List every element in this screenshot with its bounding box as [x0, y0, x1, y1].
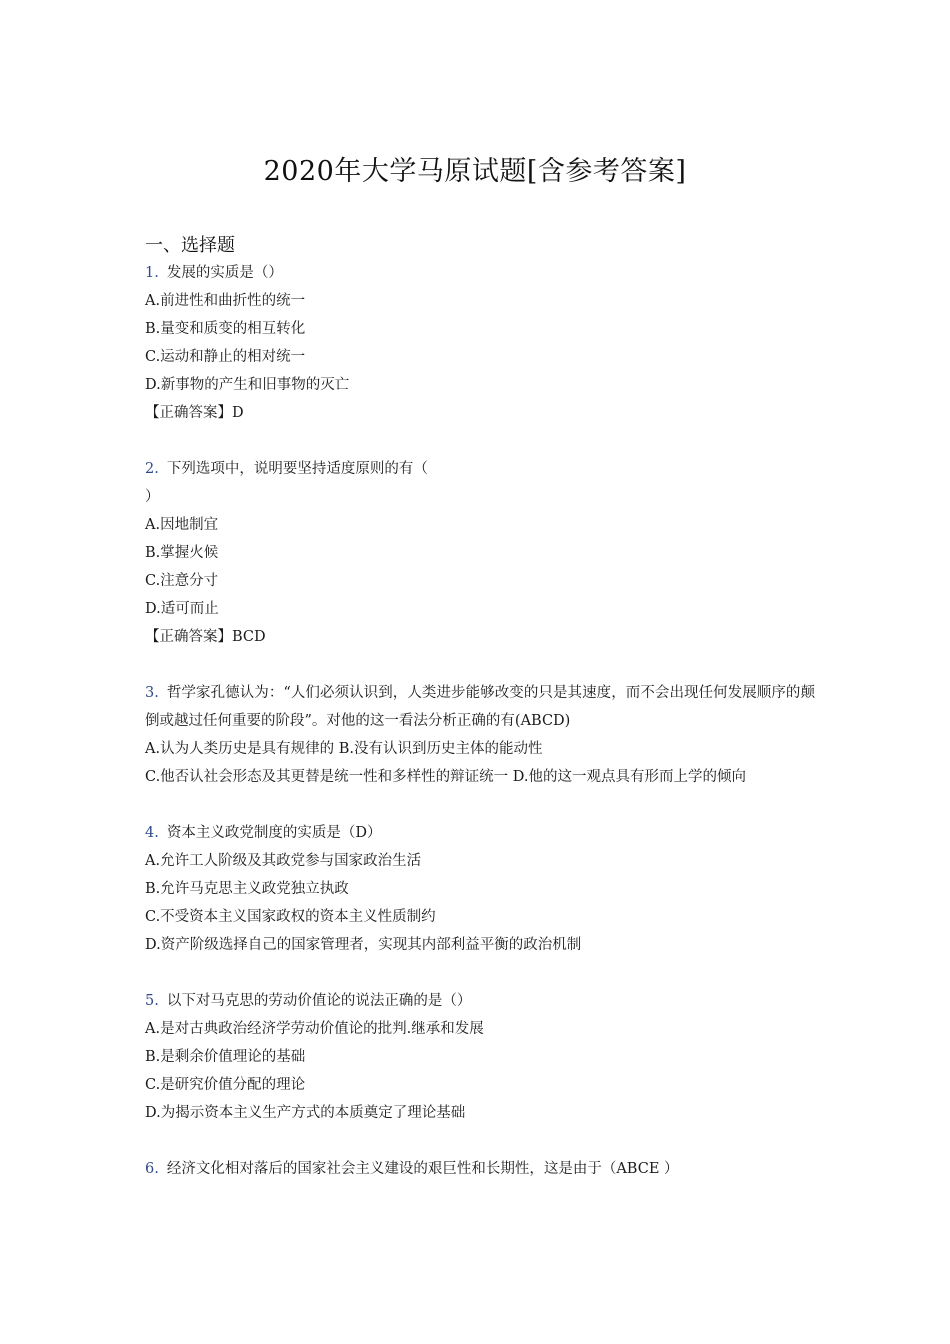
- question-text: 发展的实质是（）: [166, 265, 283, 281]
- option-b: B.是剩余价值理论的基础: [145, 1049, 306, 1065]
- option-a: A.前进性和曲折性的统一: [145, 293, 306, 309]
- option-a-b: A.认为人类历史是具有规律的 B.没有认识到历史主体的能动性: [145, 741, 543, 757]
- option-d: D.适可而止: [145, 601, 219, 617]
- option-d: D.为揭示资本主义生产方式的本质奠定了理论基础: [145, 1105, 466, 1121]
- question-number: 6.: [145, 1161, 159, 1177]
- document-title: 2020年大学马原试题[含参考答案]: [263, 156, 687, 187]
- question-stem: [145, 259, 815, 287]
- option-d: D.新事物的产生和旧事物的灭亡: [145, 377, 350, 393]
- option-c-d: C.他否认社会形态及其更替是统一性和多样性的辩证统一 D.他的这一观点具有形而上学的倾向: [145, 769, 747, 785]
- question-text: 哲学家孔德认为：“人们必须认识到，人类进步能够改变的只是其速度，而不会出现任何发展顺序的颠倒或越过任何重要的阶段”。对他的这一看法分析正确的有(ABCD): [145, 685, 815, 729]
- question-list: [145, 259, 815, 1211]
- correct-answer: 【正确答案】D: [145, 405, 244, 421]
- question-number: 3.: [145, 685, 159, 701]
- question-6: [145, 1155, 815, 1183]
- question-text: 资本主义政党制度的实质是（D）: [166, 825, 382, 841]
- option-a: A.允许工人阶级及其政党参与国家政治生活: [145, 853, 422, 869]
- question-number: 2.: [145, 461, 159, 477]
- question-stem: [145, 1155, 815, 1183]
- question-number: 4.: [145, 825, 159, 841]
- question-number: 1.: [145, 265, 159, 281]
- question-4: [145, 819, 815, 959]
- question-stem-continuation: ）: [145, 489, 160, 505]
- question-text: 以下对马克思的劳动价值论的说法正确的是（）: [166, 993, 472, 1009]
- option-c: C.运动和静止的相对统一: [145, 349, 306, 365]
- question-stem: [145, 679, 815, 735]
- correct-answer: 【正确答案】BCD: [145, 629, 266, 645]
- question-stem: [145, 455, 815, 483]
- option-d: D.资产阶级选择自己的国家管理者，实现其内部利益平衡的政治机制: [145, 937, 582, 953]
- option-b: B.允许马克思主义政党独立执政: [145, 881, 349, 897]
- option-c: C.不受资本主义国家政权的资本主义性质制约: [145, 909, 436, 925]
- question-text: 经济文化相对落后的国家社会主义建设的艰巨性和长期性，这是由于（ABCE ）: [166, 1161, 679, 1177]
- option-b: B.掌握火候: [145, 545, 219, 561]
- option-b: B.量变和质变的相互转化: [145, 321, 306, 337]
- option-c: C.注意分寸: [145, 573, 219, 589]
- question-3: [145, 679, 815, 791]
- question-5: [145, 987, 815, 1127]
- section-heading: 一、选择题: [145, 235, 235, 256]
- question-number: 5.: [145, 993, 159, 1009]
- option-c: C.是研究价值分配的理论: [145, 1077, 306, 1093]
- question-text: 下列选项中，说明要坚持适度原则的有（: [166, 461, 428, 477]
- question-1: [145, 259, 815, 427]
- question-2: [145, 455, 815, 651]
- option-a: A.因地制宜: [145, 517, 219, 533]
- question-stem: [145, 987, 815, 1015]
- question-stem: [145, 819, 815, 847]
- option-a: A.是对古典政治经济学劳动价值论的批判.继承和发展: [145, 1021, 484, 1037]
